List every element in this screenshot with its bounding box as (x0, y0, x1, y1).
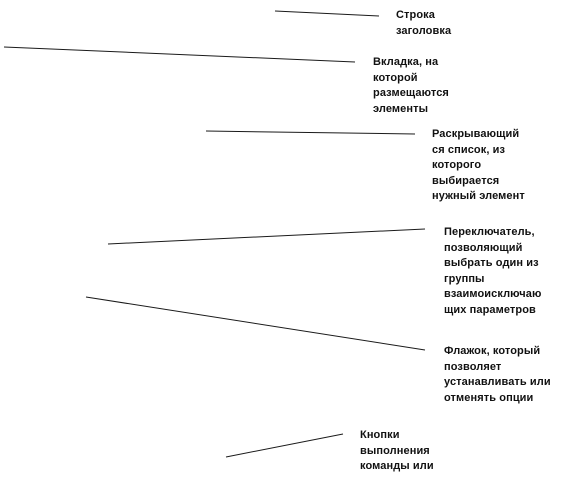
leader-line-title-bar (275, 11, 379, 16)
callout-tab: Вкладка, на которой размещаются элементы (373, 56, 449, 115)
callout-dropdown-list: Раскрывающий ся список, из которого выбирается нужный элемент (432, 128, 525, 202)
leader-line-command-buttons (226, 434, 343, 457)
callout-checkbox: Флажок, который позволяет устанавливать или отменять опции (444, 345, 551, 404)
leader-line-tab (4, 47, 355, 62)
leader-line-dropdown (206, 131, 415, 134)
leader-line-checkbox (86, 297, 425, 350)
callout-radio-switch: Переключатель, позволяющий выбрать один из группы взаимоисключаю щих параметров (444, 226, 542, 316)
callout-command-buttons: Кнопки выполнения команды или (360, 429, 434, 472)
callout-title-bar: Строка заголовка (396, 9, 452, 37)
leader-line-radio-switch (108, 229, 425, 244)
